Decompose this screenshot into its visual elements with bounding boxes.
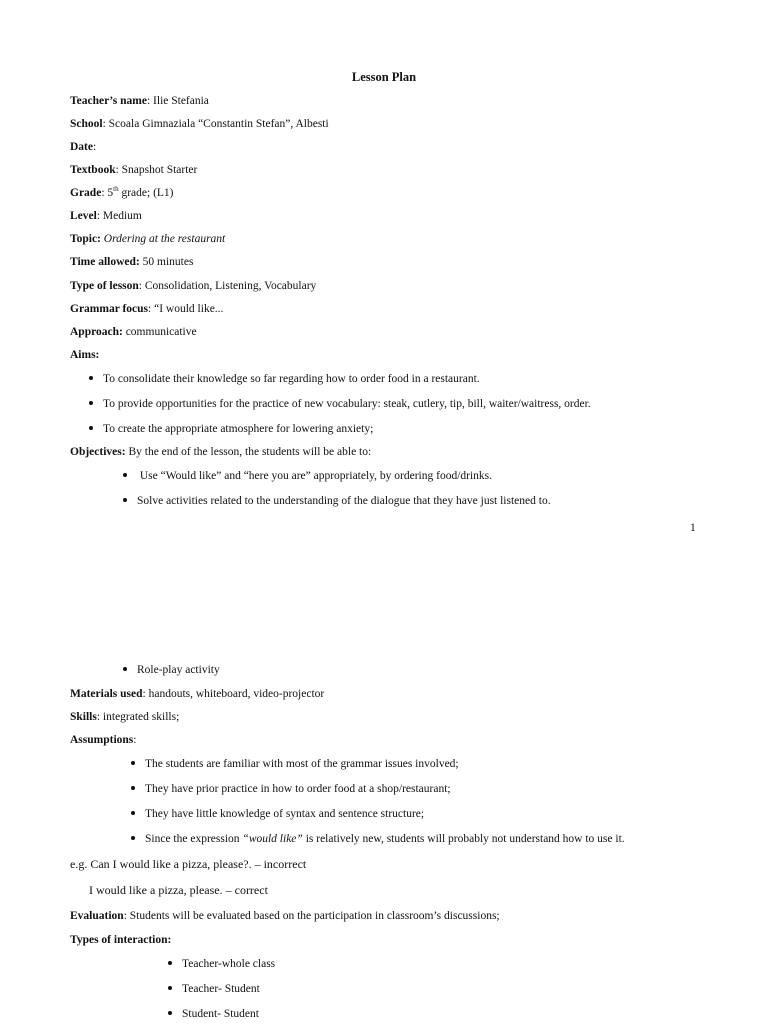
teacher-value: : Ilie Stefania <box>146 95 209 107</box>
example-correct: I would like a pizza, please. – correct <box>89 883 268 897</box>
bullet-icon <box>131 786 135 790</box>
objectives-value: By the end of the lesson, the students will be able to: <box>125 446 372 458</box>
materials-value: : handouts, whiteboard, video-projector <box>142 688 325 700</box>
bullet-icon <box>168 986 172 990</box>
grammar-label: Grammar focus <box>70 303 149 315</box>
list-item: To consolidate their knowledge so far regarding how to order food in a restaurant. <box>89 373 480 385</box>
interaction-line <box>70 934 171 946</box>
bullet-icon <box>89 376 93 380</box>
school-line <box>70 118 329 130</box>
aims-line <box>70 349 99 361</box>
grade-value-post: grade; (L1) <box>118 187 174 199</box>
assumptions-value: : <box>133 734 137 746</box>
bullet-icon <box>123 473 127 477</box>
approach-label: Approach: <box>70 326 123 338</box>
skills-label: Skills <box>70 711 97 723</box>
school-value: : Scoala Gimnaziala “Constantin Stefan”, Albesti <box>102 118 329 130</box>
level-value: : Medium <box>96 210 142 222</box>
list-item: They have prior practice in how to order food at a shop/restaurant; <box>131 783 451 795</box>
type-value: : Consolidation, Listening, Vocabulary <box>138 280 317 292</box>
bullet-icon <box>123 498 127 502</box>
list-item: Teacher- Student <box>168 983 260 995</box>
bullet-icon <box>131 836 135 840</box>
bullet-icon <box>131 811 135 815</box>
list-item: Solve activities related to the understanding of the dialogue that they have just listened to. <box>123 495 551 507</box>
grammar-value: : “I would like... <box>148 303 224 315</box>
list-item: To provide opportunities for the practice of new vocabulary: steak, cutlery, tip, bill, waiter/waitress, order. <box>89 398 591 410</box>
level-line <box>70 210 142 222</box>
topic-line <box>70 233 225 245</box>
teacher-label: Teacher’s name <box>70 95 147 107</box>
list-item: They have little knowledge of syntax and sentence structure; <box>131 808 424 820</box>
evaluation-line <box>70 910 500 922</box>
page-number: 1 <box>690 522 696 534</box>
approach-line <box>70 326 197 338</box>
grade-label: Grade <box>70 187 102 199</box>
bullet-icon <box>131 761 135 765</box>
list-item: Role-play activity <box>123 664 220 676</box>
school-label: School <box>70 118 103 130</box>
grade-line <box>70 187 174 199</box>
skills-line <box>70 711 179 723</box>
objectives-line <box>70 446 371 458</box>
time-label: Time allowed: <box>70 256 140 268</box>
list-item: Since the expression “would like” is relatively new, students will probably not understand how to use it. <box>131 833 625 845</box>
list-item: Teacher-whole class <box>168 958 275 970</box>
approach-value: communicative <box>122 326 197 338</box>
time-value: 50 minutes <box>139 256 194 268</box>
bullet-icon <box>123 667 127 671</box>
grade-value-pre: : 5 <box>101 187 114 199</box>
date-label: Date <box>70 141 93 153</box>
list-item: Use “Would like” and “here you are” appropriately, by ordering food/drinks. <box>123 470 492 482</box>
aims-label: Aims: <box>70 349 100 361</box>
type-line <box>70 280 316 292</box>
level-label: Level <box>70 210 97 222</box>
list-item: Student- Student <box>168 1008 259 1020</box>
assumptions-line <box>70 734 136 746</box>
grammar-line <box>70 303 223 315</box>
time-line <box>70 256 193 268</box>
materials-label: Materials used <box>70 688 143 700</box>
evaluation-label: Evaluation <box>70 910 124 922</box>
assumptions-label: Assumptions <box>70 734 134 746</box>
bullet-icon <box>168 1011 172 1015</box>
date-value: : <box>93 141 97 153</box>
type-label: Type of lesson <box>70 280 139 292</box>
page-title: Lesson Plan <box>351 70 417 84</box>
evaluation-value: : Students will be evaluated based on the participation in classroom’s discussions; <box>123 910 500 922</box>
interaction-label: Types of interaction: <box>70 934 172 946</box>
bullet-icon <box>89 426 93 430</box>
list-item: The students are familiar with most of the grammar issues involved; <box>131 758 459 770</box>
textbook-value: : Snapshot Starter <box>115 164 198 176</box>
bullet-icon <box>168 961 172 965</box>
example-incorrect: e.g. Can I would like a pizza, please?. – incorrect <box>70 857 307 871</box>
textbook-label: Textbook <box>70 164 116 176</box>
materials-line <box>70 688 324 700</box>
list-item: To create the appropriate atmosphere for lowering anxiety; <box>89 423 373 435</box>
skills-value: : integrated skills; <box>96 711 180 723</box>
objectives-label: Objectives: <box>70 446 126 458</box>
grade-value-sup: th <box>113 185 119 194</box>
date-line <box>70 141 96 153</box>
topic-label: Topic: <box>70 233 101 245</box>
teacher-line <box>70 95 209 107</box>
textbook-line <box>70 164 197 176</box>
topic-value: Ordering at the restaurant <box>103 233 226 245</box>
bullet-icon <box>89 401 93 405</box>
